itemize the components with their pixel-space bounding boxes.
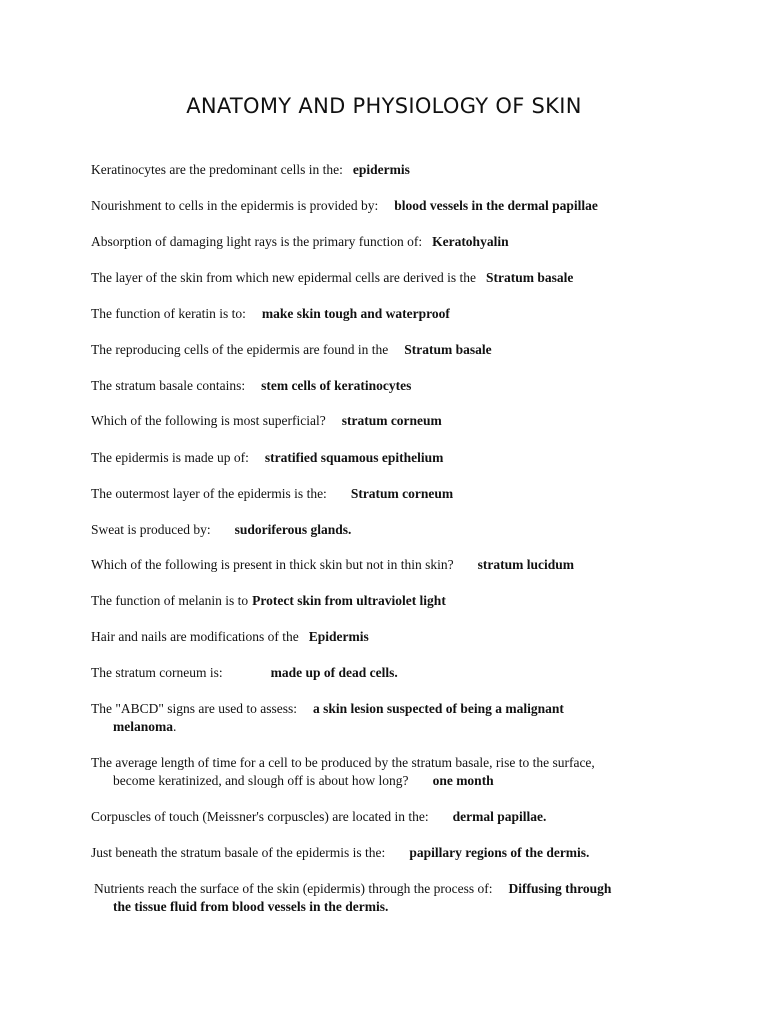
answer-text: papillary regions of the dermis. [409,845,590,860]
answer-tail: . [173,719,177,734]
answer-text: made up of dead cells. [270,665,398,680]
qa-item-9 [91,449,691,467]
qa-item-2 [91,197,691,215]
answer-text: Keratohyalin [432,234,509,249]
qa-item-8 [91,412,691,430]
question-text: The epidermis is made up of: [91,450,249,465]
question-text: The stratum basale contains: [91,378,246,393]
qa-item-16 [91,700,691,736]
answer-text: blood vessels in the dermal papillae [394,198,598,213]
answer-text: dermal papillae. [452,809,547,824]
answer-text: Diffusing through [508,881,612,896]
question-text: The stratum corneum is: [91,665,223,680]
question-text: The function of keratin is to: [91,306,246,321]
qa-item-19 [91,844,691,862]
answer-text: epidermis [352,162,410,177]
qa-item-13 [91,592,691,610]
page-title: ANATOMY AND PHYSIOLOGY OF SKIN [186,94,582,118]
answer-text-continued: melanoma [113,719,173,734]
qa-item-4 [91,269,691,287]
question-text: The average length of time for a cell to be produced by the stratum basale, rise to the surface, [91,755,595,770]
qa-item-14 [91,628,691,646]
question-text: The "ABCD" signs are used to assess: [91,701,298,716]
question-text: The function of melanin is to [91,593,249,608]
answer-text: Protect skin from ultraviolet light [252,593,446,608]
question-text: Which of the following is present in thick skin but not in thin skin? [91,557,454,572]
qa-item-3 [91,233,691,251]
question-text: Just beneath the stratum basale of the epidermis is the: [91,845,386,860]
question-text: Which of the following is most superficial? [91,413,326,428]
qa-item-10 [91,485,691,503]
question-text: Corpuscles of touch (Meissner's corpuscles) are located in the: [91,809,429,824]
answer-text-continued: the tissue fluid from blood vessels in the dermis. [113,899,389,914]
answer-text: Epidermis [308,629,369,644]
answer-text: a skin lesion suspected of being a malignant [313,701,564,716]
qa-item-15 [91,664,691,682]
answer-text: Stratum basale [485,270,574,285]
answer-text: stratified squamous epithelium [264,450,444,465]
answer-text: sudoriferous glands. [234,522,352,537]
question-text-continued: become keratinized, and slough off is about how long? [113,773,409,788]
question-text: Sweat is produced by: [91,522,211,537]
qa-item-11 [91,521,691,539]
answer-text: one month [432,773,494,788]
question-text: The outermost layer of the epidermis is the: [91,486,327,501]
qa-item-5 [91,305,691,323]
qa-item-20 [94,880,694,916]
qa-item-6 [91,341,691,359]
answer-text: Stratum basale [404,342,492,357]
question-text: Keratinocytes are the predominant cells in the: [91,162,343,177]
answer-text: Stratum corneum [350,486,454,501]
qa-item-18 [91,808,691,826]
qa-item-1 [91,161,691,179]
answer-text: stem cells of keratinocytes [261,378,412,393]
question-text: The layer of the skin from which new epidermal cells are derived is the [91,270,476,285]
question-text: The reproducing cells of the epidermis are found in the [91,342,389,357]
qa-item-17 [91,754,691,790]
question-text: Hair and nails are modifications of the [91,629,299,644]
answer-text: stratum lucidum [477,557,574,572]
answer-text: stratum corneum [341,413,442,428]
question-text: Nourishment to cells in the epidermis is provided by: [91,198,379,213]
answer-text: make skin tough and waterproof [261,306,450,321]
question-text: Nutrients reach the surface of the skin (epidermis) through the process of: [94,881,493,896]
qa-item-12 [91,556,691,574]
qa-item-7 [91,377,691,395]
question-text: Absorption of damaging light rays is the primary function of: [91,234,423,249]
